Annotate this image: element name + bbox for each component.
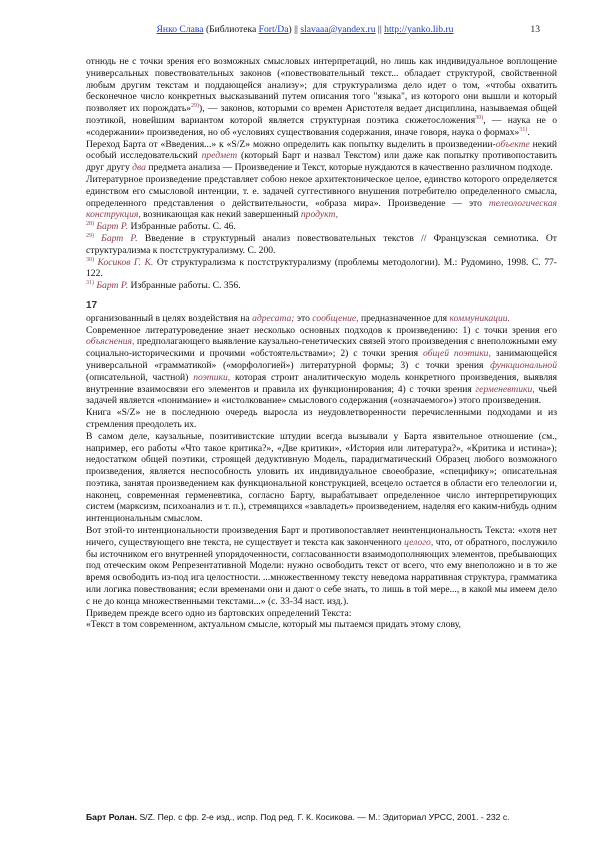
page-header bbox=[70, 23, 540, 37]
footer-citation: S/Z. Пер. с фр. 2-е изд., испр. Под ред. Г. К. Косикова. — М.: Эдиториал УРСС, 2001. - 232 с. bbox=[137, 812, 510, 822]
paragraph-9: Приведем прежде всего одно из бартовских определений Текста: bbox=[86, 607, 352, 619]
paragraph-5: Современное литературоведение знает несколько основных подходов к произведению: 1) с точки зрения его объяснения, предполагающего выявление каузально-генетических связей этого произведения с внеположными ему социально-историческими и прочими «обстоятельствами»; 2) с точки зрения общей поэтики, занимающейся универсальной «грамматикой» («морфологией») литературной формы; 3) с точки зрения функциональной (описательной, частной) поэтики, которая строит аналитическую модель конкретного произведения, выявляя внутренние взаимосвязи его элементов и правила их функционирования; 4) с точки зрения герменевтики, чьей задачей является «понимание» и «истолкование» смыслового содержания («означаемого») этого произведения. bbox=[86, 324, 557, 407]
footnote-28: $^{28)}$ Барт Р. Избранные работы. С. 46. bbox=[86, 220, 236, 233]
footnote-30: $^{30)}$ Косиков Г. К. От структурализма к постструктурализму (проблемы методологии). М.: Рудомино, 1998. С. 77-122. bbox=[86, 256, 557, 280]
footnote-31: $^{31)}$ Барт Р. Избранные работы. С. 356. bbox=[86, 279, 241, 292]
footnote-ref-29[interactable]: 29) bbox=[191, 103, 199, 109]
paragraph-8: Вот этой-то интенциональности произведения Барт и противопоставляет неинтенциональность Текста: «хотя нет ничего, существующего вне текста, не существует и текста как законченного целого, что, от обратного, послужило бы источником его внутренней упорядоченности, согласованности взаимодополняющих элементов, пребывающих под отеческим оком Репрезентативной Модели: нужно освободить текст от всего, что ему внеположно и в то же время освободить из-под ига целостности. ...множественному тексту неведома нарративная структура, грамматика или логика повествования; если временами они и дают о себе знать, то лишь в той мере..., в какой мы имеем дело с не до конца множественными текстами...» (с. 33-34 наст. изд.). bbox=[86, 525, 557, 607]
header-separator: || bbox=[375, 24, 385, 35]
footnote-29: $^{29)}$ Барт Р. Введение в структурный анализ повествовательных текстов // Французская семиотика. От структурализма к постструктурализму. С. 200. bbox=[86, 232, 558, 256]
page-footer bbox=[86, 812, 557, 823]
paragraph-4: организованный в целях воздействия на адресата; это сообщение, предназначенное для коммуникации. bbox=[86, 312, 510, 324]
page-number: 13 bbox=[530, 24, 540, 35]
footnote-ref-30[interactable]: 30) bbox=[475, 114, 484, 121]
paragraph-2: Переход Барта от «Введения...» к «S/Z» можно определить как попытку выделить в произведении-объекте некий особый исследовательский предмет (который Барт и назвал Текстом) или даже как попытку противопоставить друг другу два предмета анализа — Произведение и Текст, которые нуждаются в качественно различном подходе. bbox=[86, 138, 557, 174]
site-link[interactable]: http://yanko.lib.ru bbox=[384, 24, 454, 35]
author-link[interactable]: Янко Слава bbox=[156, 24, 204, 35]
footnote-ref-31[interactable]: 31) bbox=[519, 126, 528, 133]
paragraph-6: Книга «S/Z» не в последнюю очередь выросла из неудовлетворенности перечисленными подходами и из стремления преодолеть их. bbox=[86, 407, 557, 430]
email-link[interactable]: slavaaa@yandex.ru bbox=[300, 24, 376, 35]
paragraph-10: «Текст в том современном, актуальном смысле, который мы пытаемся придать этому слову, bbox=[86, 619, 461, 631]
section-number: 17 bbox=[86, 299, 98, 311]
paragraph-3: Литературное произведение представляет собою некое архитектоническое целое, единство которого определяется единством его смысловой интенции, т. е. задачей суггестивного внушения потребителю определенного смысла, определенного представления о действительности, «образа мира». Произведение — это телеологическая конструкция, возникающая как некий завершенный продукт, bbox=[86, 173, 557, 221]
fortda-link[interactable]: Fort/Da bbox=[258, 24, 289, 35]
paragraph-7: В самом деле, каузальные, позитивистские штудии всегда вызывали у Барта язвительное отношение (см., например, его работы «Что такое критика?», «Две критики», «История или литература?», «Критика и истина»); недостатком общей поэтики, строящей дедуктивную Модель, парадигматический Образец любого возможного произведения, является неспособность уловить их индивидуальное своеобразие, «специфику»; описательная поэтика, занятая произведением как функциональной конструкцией, всецело остается в области его телеологии и, наконец, современная герменевтика, согласно Барту, вырабатывает определенное число интерпретирующих систем (марксизм, психоанализ и т. п.), стремящихся «завладеть» произведением, наделяя его каким-нибудь одним интенциональным смыслом. bbox=[86, 430, 557, 525]
paragraph-1: отнюдь не с точки зрения его возможных смысловых интерпретаций, но лишь как индивидуальное воплощение универсальных повествовательных законов («повествовательный текст... обладает структурой, свойственной любым другим текстам и поддающейся анализу»; для структурализма дело идет о том, «чтобы охватить бесконечное число конкретных высказываний путем описания того "языка", из которого они вышли и который позволяет их порождать»$^{29)}$), — законов, которыми со времен Аристотеля ведает дисциплина, называемая общей поэтикой, новейшим вариантом которой является структурная поэтика сюжетосложения$^{30)}$, — наука не о «содержании» произведения, но об «условиях существования содержания, иначе говоря, наука о формах»$^{31)}$. bbox=[86, 56, 558, 138]
library-label-close: ) || bbox=[288, 24, 301, 35]
page-body bbox=[86, 56, 557, 631]
footer-author: Барт Ролан. bbox=[86, 812, 138, 822]
library-label: (Библиотека bbox=[203, 24, 259, 35]
